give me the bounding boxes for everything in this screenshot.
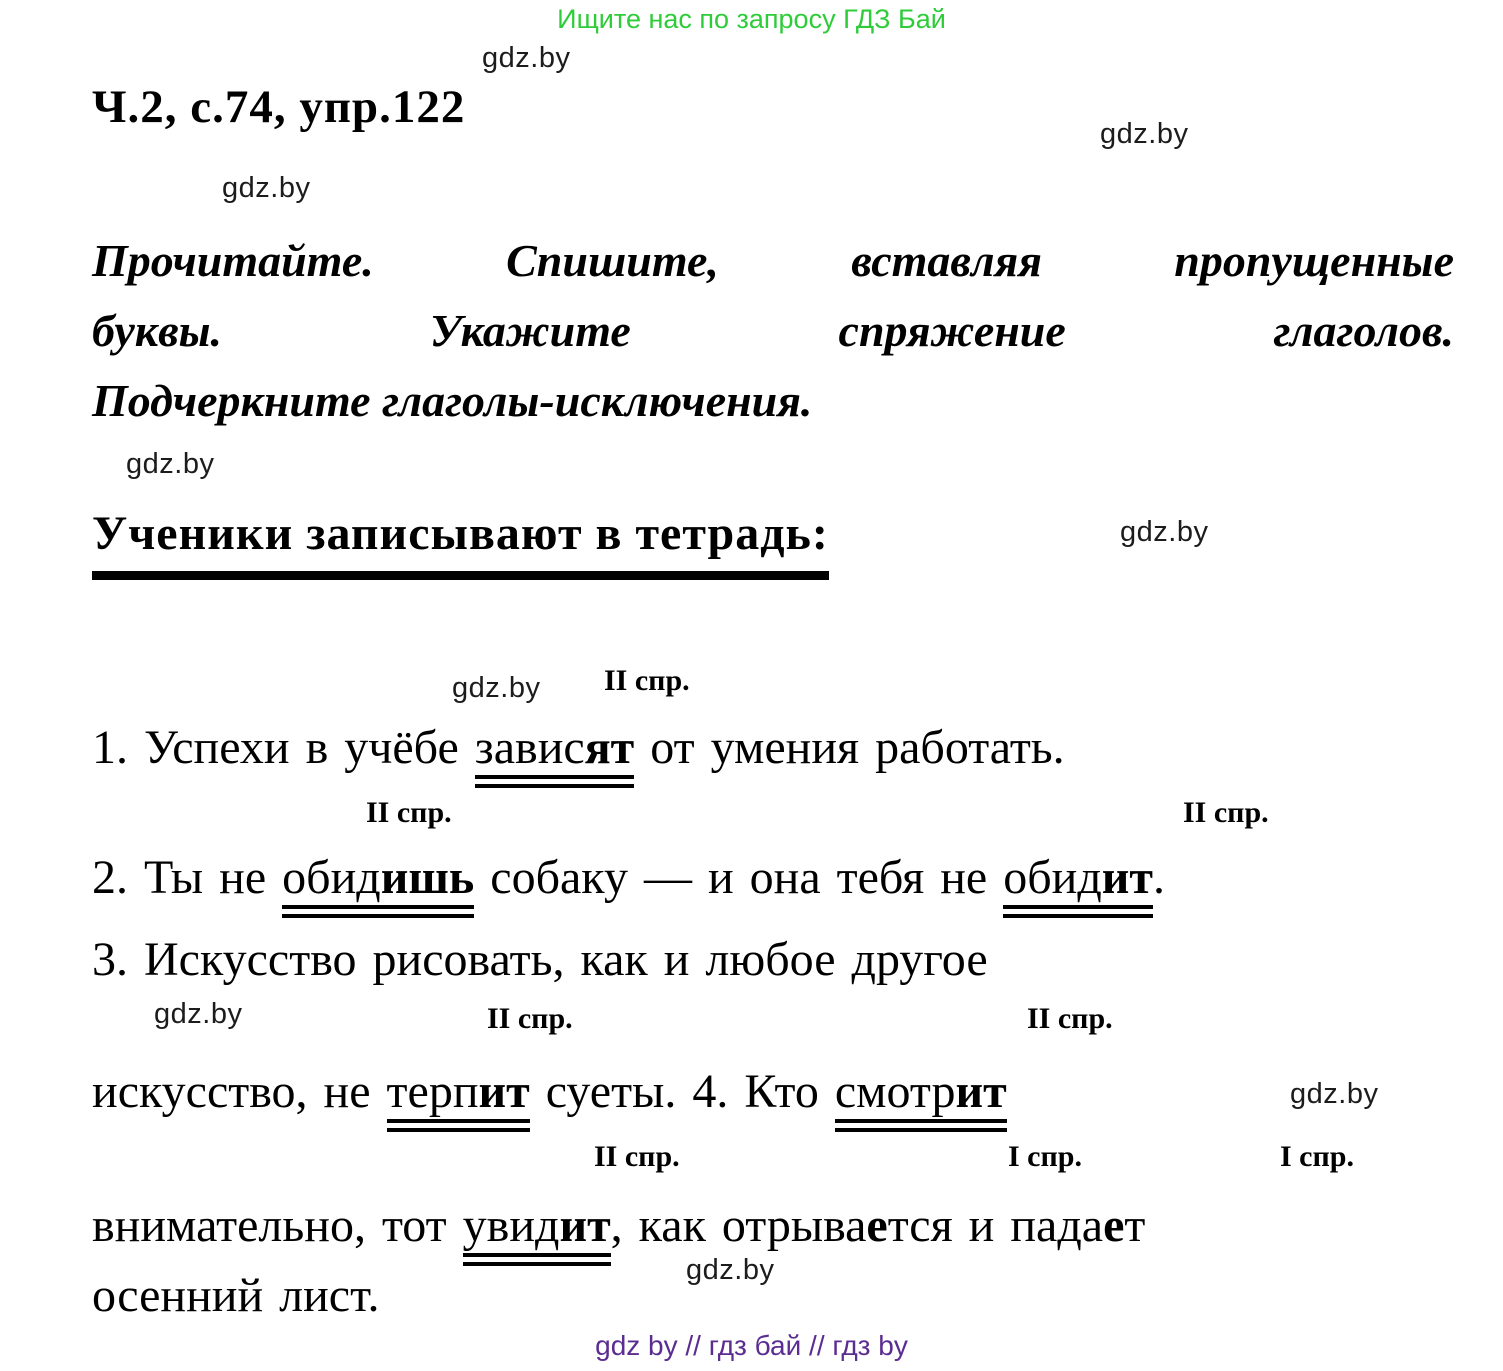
- exercise-title: Ч.2, с.74, упр.122: [92, 81, 466, 133]
- task-instruction: [92, 226, 1454, 436]
- watermark: gdz.by: [482, 42, 571, 74]
- verb-stem: обид: [282, 851, 381, 904]
- sentence-3-mid: суеты. 4. Кто: [529, 1065, 835, 1118]
- sentence-4: [92, 1198, 1145, 1253]
- underlined-verb-obidish: [282, 851, 474, 918]
- verb-stem: смотр: [834, 1065, 956, 1118]
- verb-ending: ит: [478, 1065, 530, 1118]
- underlined-verb-uvidit: [463, 1199, 611, 1266]
- conjugation-label-obidish: II спр.: [366, 796, 452, 829]
- conjugation-label-smotrit: II спр.: [1027, 1002, 1113, 1035]
- sentence-2-pre: 2. Ты не: [92, 851, 283, 904]
- underlined-verb-smotrit: [835, 1065, 1007, 1132]
- sentence-4-pre: внимательно, тот: [92, 1199, 463, 1252]
- conjugation-label-padaet: I спр.: [1280, 1140, 1354, 1173]
- conjugation-label-otryvaetsya: I спр.: [1008, 1140, 1082, 1173]
- verb-ending: ит: [559, 1199, 611, 1252]
- verb-stem: обид: [1003, 851, 1102, 904]
- answer-heading: Ученики записывают в тетрадь:: [92, 506, 829, 580]
- verb-ending: ят: [584, 721, 635, 774]
- underlined-verb-obidit: [1003, 851, 1153, 918]
- sentence-4-mid-1: , как отрыва: [610, 1199, 867, 1252]
- sentence-5: осенний лист.: [92, 1269, 380, 1322]
- verb-ending: ит: [955, 1065, 1007, 1118]
- watermark: gdz.by: [126, 448, 215, 480]
- verb-ending-otryvaetsya: е: [866, 1199, 888, 1252]
- footer-watermark: gdz by // гдз бай // гдз by: [595, 1330, 908, 1361]
- watermark: gdz.by: [1120, 516, 1209, 548]
- sentence-1: [92, 720, 1065, 775]
- sentence-1-pre: 1. Успехи в учёбе: [92, 721, 475, 774]
- verb-stem: увид: [462, 1199, 560, 1252]
- sentence-4-post: т: [1124, 1199, 1146, 1252]
- watermark: gdz.by: [222, 172, 311, 204]
- instruction-line-1: Прочитайте. Спишите, вставляя пропущенные: [92, 235, 1454, 286]
- watermark: gdz.by: [1290, 1078, 1379, 1110]
- verb-ending-padaet: е: [1103, 1199, 1125, 1252]
- watermark: gdz.by: [452, 672, 541, 704]
- conjugation-label-terpit: II спр.: [487, 1002, 573, 1035]
- top-banner: Ищите нас по запросу ГДЗ Бай: [557, 4, 946, 34]
- sentence-2-post: .: [1152, 851, 1165, 904]
- sentence-3-line-2: [92, 1064, 1007, 1119]
- watermark: gdz.by: [154, 998, 243, 1030]
- sentence-3-line-1: 3. Искусство рисовать, как и любое другое: [92, 933, 988, 986]
- instruction-line-2: буквы. Укажите спряжение глаголов.: [92, 305, 1454, 356]
- conjugation-label-obidit: II спр.: [1183, 796, 1269, 829]
- conjugation-label-zavisyat: II спр.: [604, 664, 690, 697]
- watermark: gdz.by: [1100, 118, 1189, 150]
- sentence-4-mid-2: тся и пада: [887, 1199, 1104, 1252]
- sentence-2: [92, 850, 1165, 905]
- sentence-2-mid: собаку — и она тебя не: [474, 851, 1004, 904]
- conjugation-label-uvidit: II спр.: [594, 1140, 680, 1173]
- watermark: gdz.by: [686, 1254, 775, 1286]
- underlined-verb-terpit: [387, 1065, 530, 1132]
- verb-ending: ит: [1101, 851, 1153, 904]
- verb-ending: ишь: [380, 851, 475, 904]
- underlined-verb-zavisyat: [475, 721, 634, 788]
- instruction-line-3: Подчеркните глаголы-исключения.: [92, 375, 813, 426]
- verb-stem: терп: [386, 1065, 479, 1118]
- sentence-1-post: от умения работать.: [634, 721, 1065, 774]
- verb-stem: завис: [474, 721, 585, 774]
- sentence-3-pre: искусство, не: [92, 1065, 387, 1118]
